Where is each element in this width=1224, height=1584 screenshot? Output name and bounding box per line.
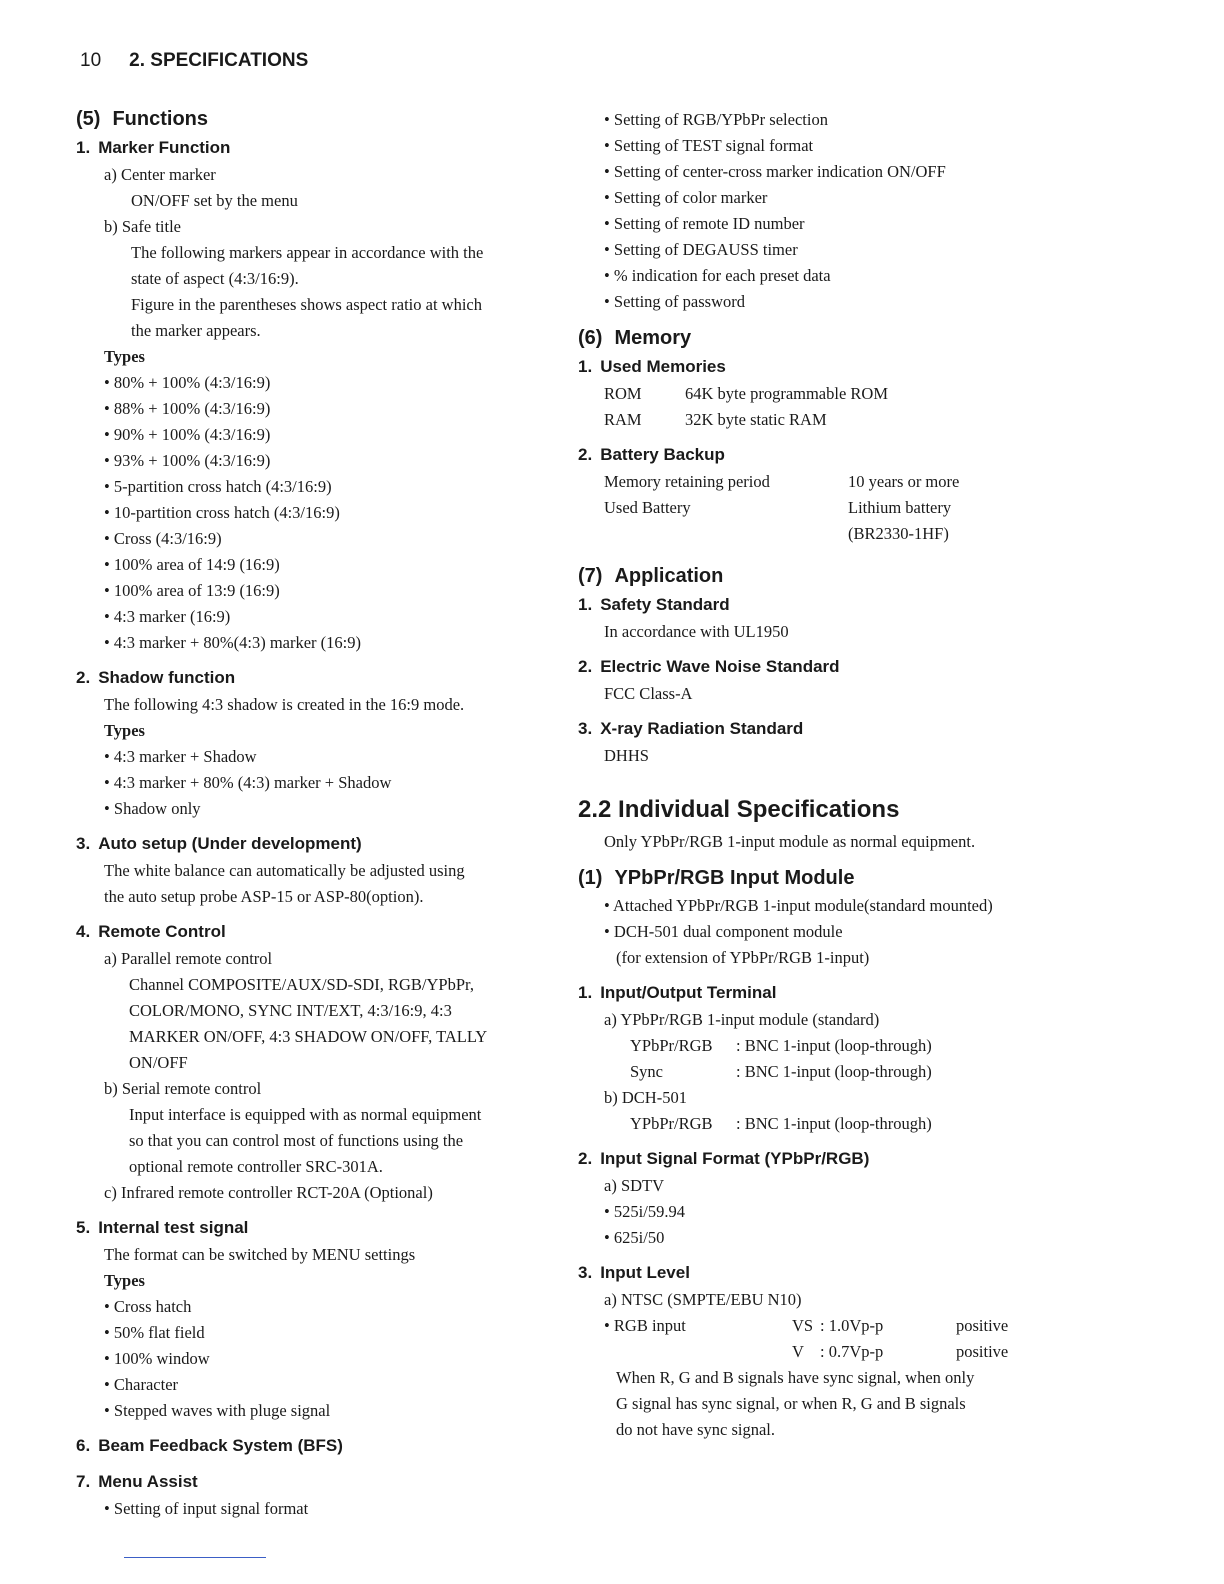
list-item: • Shadow only	[104, 799, 201, 818]
left-column	[76, 104, 546, 1522]
xray-standard-text: DHHS	[604, 746, 649, 765]
footer-rule	[124, 1557, 266, 1558]
table-row: Memory retaining period 10 years or more	[604, 472, 960, 491]
list-item: • Cross (4:3/16:9)	[104, 529, 222, 548]
list-item: • 625i/50	[604, 1228, 665, 1247]
table-row: RAM 32K byte static RAM	[604, 410, 827, 429]
marker-function-heading: 1. Marker Function	[76, 138, 231, 157]
parallel-remote-text: Channel COMPOSITE/AUX/SD-SDI, RGB/YPbPr,	[129, 975, 474, 994]
serial-remote-label: b) Serial remote control	[104, 1079, 262, 1098]
safe-title-text: The following markers appear in accordance with the	[131, 243, 484, 262]
section-application-heading: (7) Application	[578, 565, 724, 587]
individual-specifications-heading: 2.2 Individual Specifications	[578, 796, 900, 823]
io-standard-label: a) YPbPr/RGB 1-input module (standard)	[604, 1010, 880, 1029]
shadow-function-heading: 2. Shadow function	[76, 668, 236, 687]
list-item: • 4:3 marker + 80% (4:3) marker + Shadow	[104, 773, 392, 792]
auto-setup-text: the auto setup probe ASP-15 or ASP-80(option).	[104, 887, 424, 906]
table-row: Sync : BNC 1-input (loop-through)	[630, 1062, 932, 1081]
noise-standard-heading: 2. Electric Wave Noise Standard	[578, 657, 840, 676]
list-item: • Character	[104, 1375, 179, 1394]
list-item: • 4:3 marker + Shadow	[104, 747, 257, 766]
list-item: • 100% window	[104, 1349, 210, 1368]
table-row: (BR2330-1HF)	[848, 524, 949, 543]
list-item: • 5-partition cross hatch (4:3/16:9)	[104, 477, 332, 496]
list-item: • Setting of password	[604, 292, 745, 311]
battery-backup-heading: 2. Battery Backup	[578, 445, 725, 464]
types-label: Types	[104, 347, 145, 366]
list-item: • 525i/59.94	[604, 1202, 685, 1221]
xray-standard-heading: 3. X-ray Radiation Standard	[578, 719, 804, 738]
list-item: • Attached YPbPr/RGB 1-input module(standard mounted)	[604, 896, 993, 915]
safe-title-text: state of aspect (4:3/16:9).	[131, 269, 299, 288]
input-level-note: do not have sync signal.	[616, 1420, 776, 1439]
safe-title-label: b) Safe title	[104, 217, 181, 236]
list-item: • DCH-501 dual component module	[604, 922, 843, 941]
input-level-heading: 3. Input Level	[578, 1263, 690, 1282]
list-item: • Setting of DEGAUSS timer	[604, 240, 798, 259]
section-memory-heading: (6) Memory	[578, 327, 692, 349]
remote-control-heading: 4. Remote Control	[76, 922, 226, 941]
table-row: YPbPr/RGB : BNC 1-input (loop-through)	[630, 1036, 932, 1055]
list-item: • 90% + 100% (4:3/16:9)	[104, 425, 271, 444]
serial-remote-text: Input interface is equipped with as normal equipment	[129, 1105, 482, 1124]
individual-specifications-text: Only YPbPr/RGB 1-input module as normal equipment.	[604, 832, 976, 851]
serial-remote-text: so that you can control most of functions using the	[129, 1131, 464, 1150]
bfs-heading: 6. Beam Feedback System (BFS)	[76, 1436, 343, 1455]
table-row: V : 0.7Vp-p positive	[792, 1342, 1009, 1361]
input-level-note: When R, G and B signals have sync signal, when only	[616, 1368, 975, 1387]
parallel-remote-text: ON/OFF	[129, 1053, 188, 1072]
list-item: • % indication for each preset data	[604, 266, 831, 285]
auto-setup-text: The white balance can automatically be adjusted using	[104, 861, 465, 880]
list-item: • Setting of RGB/YPbPr selection	[604, 110, 828, 129]
parallel-remote-label: a) Parallel remote control	[104, 949, 273, 968]
list-item: • Setting of input signal format	[104, 1499, 309, 1518]
auto-setup-heading: 3. Auto setup (Under development)	[76, 834, 362, 853]
menu-assist-heading: 7. Menu Assist	[76, 1472, 198, 1491]
safety-standard-text: In accordance with UL1950	[604, 622, 789, 641]
page-header	[80, 50, 308, 72]
list-item: • 100% area of 14:9 (16:9)	[104, 555, 280, 574]
safety-standard-heading: 1. Safety Standard	[578, 595, 730, 614]
safe-title-text: Figure in the parentheses shows aspect ratio at which	[131, 295, 482, 314]
list-item: • Setting of remote ID number	[604, 214, 805, 233]
center-marker-text: ON/OFF set by the menu	[131, 191, 298, 210]
types-label: Types	[104, 721, 145, 740]
safe-title-text: the marker appears.	[131, 321, 261, 340]
list-item: • 4:3 marker + 80%(4:3) marker (16:9)	[104, 633, 361, 652]
used-memories-heading: 1. Used Memories	[578, 357, 726, 376]
input-signal-format-heading: 2. Input Signal Format (YPbPr/RGB)	[578, 1149, 870, 1168]
table-row: • RGB input VS : 1.0Vp-p positive	[604, 1316, 1009, 1335]
list-item: • Setting of TEST signal format	[604, 136, 814, 155]
table-row: ROM 64K byte programmable ROM	[604, 384, 889, 403]
io-dch-label: b) DCH-501	[604, 1088, 687, 1107]
list-item: • Setting of color marker	[604, 188, 768, 207]
list-item: • 80% + 100% (4:3/16:9)	[104, 373, 271, 392]
list-item: (for extension of YPbPr/RGB 1-input)	[616, 948, 870, 967]
parallel-remote-text: COLOR/MONO, SYNC INT/EXT, 4:3/16:9, 4:3	[129, 1001, 452, 1020]
table-row: Used Battery Lithium battery	[604, 498, 952, 517]
list-item: • 88% + 100% (4:3/16:9)	[104, 399, 271, 418]
table-row: YPbPr/RGB : BNC 1-input (loop-through)	[630, 1114, 932, 1133]
list-item: • 100% area of 13:9 (16:9)	[104, 581, 280, 600]
input-module-heading: (1) YPbPr/RGB Input Module	[578, 867, 855, 889]
ntsc-label: a) NTSC (SMPTE/EBU N10)	[604, 1290, 802, 1309]
chapter-title: 2. SPECIFICATIONS	[129, 50, 309, 71]
list-item: • 93% + 100% (4:3/16:9)	[104, 451, 271, 470]
shadow-text: The following 4:3 shadow is created in the 16:9 mode.	[104, 695, 465, 714]
page-number: 10	[80, 50, 102, 71]
test-signal-text: The format can be switched by MENU settings	[104, 1245, 416, 1264]
types-label: Types	[104, 1271, 145, 1290]
infrared-remote-label: c) Infrared remote controller RCT-20A (Optional)	[104, 1183, 433, 1202]
list-item: • Setting of center-cross marker indication ON/OFF	[604, 162, 946, 181]
serial-remote-text: optional remote controller SRC-301A.	[129, 1157, 383, 1176]
internal-test-signal-heading: 5. Internal test signal	[76, 1218, 249, 1237]
io-terminal-heading: 1. Input/Output Terminal	[578, 983, 777, 1002]
list-item: • Cross hatch	[104, 1297, 192, 1316]
right-column	[578, 104, 1048, 1443]
section-functions-heading: (5) Functions	[76, 108, 208, 130]
input-level-note: G signal has sync signal, or when R, G and B signals	[616, 1394, 966, 1413]
list-item: • 50% flat field	[104, 1323, 205, 1342]
noise-standard-text: FCC Class-A	[604, 684, 693, 703]
list-item: • 10-partition cross hatch (4:3/16:9)	[104, 503, 340, 522]
center-marker-label: a) Center marker	[104, 165, 216, 184]
parallel-remote-text: MARKER ON/OFF, 4:3 SHADOW ON/OFF, TALLY	[129, 1027, 488, 1046]
sdtv-label: a) SDTV	[604, 1176, 665, 1195]
list-item: • 4:3 marker (16:9)	[104, 607, 231, 626]
list-item: • Stepped waves with pluge signal	[104, 1401, 331, 1420]
